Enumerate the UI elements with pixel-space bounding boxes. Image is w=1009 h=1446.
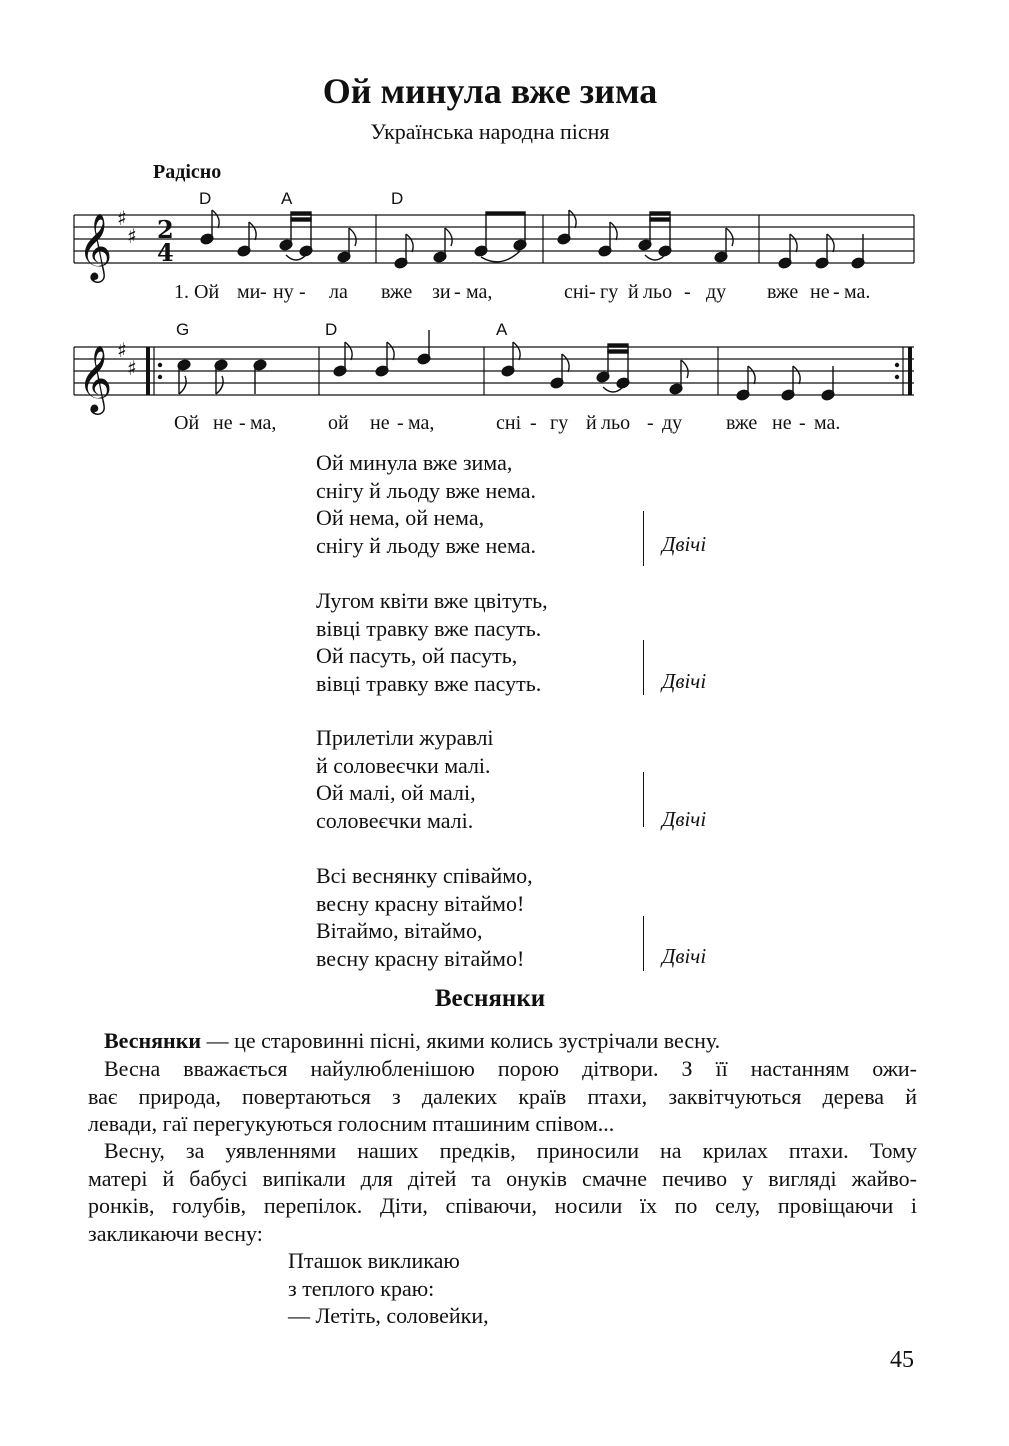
verse-line: Ой пасуть, ой пасуть, bbox=[316, 643, 518, 668]
poem-line: — Летіть, соловейки, bbox=[288, 1303, 489, 1328]
repeat-note: Двічі bbox=[662, 944, 707, 968]
verse-line: й соловеєчки малі. bbox=[316, 752, 491, 778]
repeat-note: Двічі bbox=[662, 807, 707, 831]
music-score bbox=[0, 0, 1009, 440]
lyric-syllable: гу bbox=[550, 412, 569, 434]
poem-excerpt bbox=[288, 1247, 489, 1330]
svg-text:♯: ♯ bbox=[127, 356, 137, 380]
lyric-hyphen: - bbox=[239, 412, 246, 434]
verse-line: Лугом квіти вже цвітуть, bbox=[316, 588, 548, 613]
paragraph-2 bbox=[88, 1055, 917, 1138]
page-number: 45 bbox=[890, 1347, 914, 1373]
lyric-syllable: ой bbox=[328, 412, 349, 434]
time-signature-bottom: 4 bbox=[157, 238, 174, 267]
verse-line: снігу й льоду вже нема. bbox=[316, 532, 537, 558]
lyric-hyphen: - bbox=[530, 412, 537, 434]
bold-term: Веснянки bbox=[104, 1028, 202, 1053]
lyric-syllable: Ой bbox=[174, 412, 200, 434]
verse-line: вівці травку вже пасуть. bbox=[316, 670, 542, 696]
lyric-syllable: ла bbox=[329, 281, 348, 303]
lyric-syllable: ма, bbox=[408, 412, 435, 434]
verse-line: снігу й льоду вже нема. bbox=[316, 477, 537, 503]
paragraph-line: левади, гаї перегукуються голосним пташиним співом... bbox=[88, 1111, 615, 1136]
lyric-hyphen: - bbox=[647, 412, 654, 434]
lyric-syllable: вже bbox=[381, 281, 413, 303]
svg-text:𝄞: 𝄞 bbox=[78, 212, 113, 280]
lyric-syllable: зи bbox=[432, 281, 451, 303]
repeat-bracket bbox=[643, 772, 644, 827]
verse-line: Ой нема, ой нема, bbox=[316, 505, 485, 530]
verse-4 bbox=[316, 862, 533, 972]
chord-symbol: A bbox=[496, 320, 508, 339]
lyric-hyphen: - bbox=[799, 412, 806, 434]
lyric-syllable: ма. bbox=[844, 281, 871, 303]
lyric-hyphen: - bbox=[833, 281, 840, 303]
paragraph-line: закликаючи весну: bbox=[88, 1220, 263, 1246]
paragraph-line: ронків, голубів, перепілок. Діти, співаючи, носили їх по селу, провіщаючи і bbox=[88, 1193, 917, 1218]
repeat-bracket bbox=[643, 916, 644, 971]
paragraph-line: Веснянки — це старовинні пісні, якими колись зустрічали весну. bbox=[104, 1028, 721, 1053]
chord-symbol: G bbox=[176, 320, 190, 339]
lyric-syllable: ма. bbox=[814, 412, 841, 434]
lyric-syllable: ду bbox=[662, 412, 683, 434]
lyric-hyphen: - bbox=[684, 281, 691, 303]
verse-3 bbox=[316, 724, 494, 834]
verse-line: Ой малі, ой малі, bbox=[316, 780, 476, 805]
section-heading: Веснянки bbox=[434, 985, 546, 1012]
lyric-syllable: й bbox=[586, 412, 597, 434]
verse-line: Вітаймо, вітаймо, bbox=[316, 918, 483, 943]
repeat-note: Двічі bbox=[662, 669, 707, 693]
verse-2 bbox=[316, 587, 548, 697]
lyric-hyphen: - bbox=[454, 281, 461, 303]
paragraph-line: Весна вважається найулюбленішою порою дітвори. З її настанням ожи- bbox=[104, 1056, 917, 1081]
paragraph-1 bbox=[88, 1027, 917, 1055]
lyric-syllable: сні bbox=[564, 281, 590, 303]
lyric-syllable: не bbox=[213, 412, 233, 434]
poem-line: з теплого краю: bbox=[288, 1275, 435, 1301]
chord-symbol: D bbox=[199, 189, 212, 208]
lyric-hyphen: - bbox=[299, 281, 306, 303]
lyric-hyphen: - bbox=[260, 281, 267, 303]
verse-line: вівці травку вже пасуть. bbox=[316, 615, 542, 641]
time-signature-top: 2 bbox=[157, 215, 174, 244]
repeat-note: Двічі bbox=[662, 532, 707, 556]
verse-line: весну красну вітаймо! bbox=[316, 945, 525, 971]
verse-1 bbox=[316, 449, 536, 559]
lyric-syllable: ма, bbox=[250, 412, 277, 434]
lyric-syllable: ну bbox=[273, 281, 294, 303]
paragraph-line: матері й бабусі випікали для дітей та онуків смачне печиво у вигляді жайво- bbox=[88, 1165, 917, 1191]
lyric-syllable: вже bbox=[767, 281, 799, 303]
tempo-marking: Радісно bbox=[153, 161, 222, 183]
lyric-syllable: ма, bbox=[466, 281, 493, 303]
verse-line: весну красну вітаймо! bbox=[316, 890, 525, 916]
lyric-syllable: вже bbox=[726, 412, 758, 434]
lyric-syllable: не bbox=[772, 412, 792, 434]
svg-text:♯: ♯ bbox=[127, 224, 137, 248]
lyric-syllable: 1. Ой bbox=[174, 281, 220, 303]
repeat-bracket bbox=[643, 511, 644, 566]
verse-line: Ой минула вже зима, bbox=[316, 450, 513, 475]
chord-symbol: D bbox=[325, 320, 338, 339]
chord-symbol: A bbox=[281, 189, 293, 208]
svg-text:𝄞: 𝄞 bbox=[78, 344, 113, 412]
verse-line: Прилетіли журавлі bbox=[316, 725, 494, 750]
lyric-syllable: льо bbox=[643, 281, 673, 303]
lyric-syllable: ми bbox=[237, 281, 261, 303]
paragraph-line: Весну, за уявленнями наших предків, приносили на крилах птахи. Тому bbox=[104, 1138, 917, 1163]
page-title: Ой минула вже зима bbox=[322, 71, 658, 111]
lyric-syllable: льо bbox=[601, 412, 631, 434]
lyric-syllable: ду bbox=[706, 281, 727, 303]
lyric-syllable: й bbox=[628, 281, 639, 303]
poem-line: Пташок викликаю bbox=[288, 1248, 460, 1273]
verse-line: Всі веснянку співаймо, bbox=[316, 863, 533, 888]
lyric-syllable: не bbox=[370, 412, 390, 434]
paragraph-line: ває природа, повертаються з далеких країв птахи, заквітчуються дерева й bbox=[88, 1083, 917, 1109]
paragraph-3 bbox=[88, 1137, 917, 1247]
repeat-bracket bbox=[643, 640, 644, 695]
lyric-syllable: не bbox=[810, 281, 830, 303]
lyric-syllable: гу bbox=[600, 281, 619, 303]
lyric-syllable: сні bbox=[496, 412, 522, 434]
lyric-hyphen: - bbox=[589, 281, 596, 303]
lyric-hyphen: - bbox=[397, 412, 404, 434]
verse-line: соловеєчки малі. bbox=[316, 807, 474, 833]
svg-text:♯: ♯ bbox=[117, 206, 127, 230]
svg-text:♯: ♯ bbox=[117, 338, 127, 362]
song-subtitle: Українська народна пісня bbox=[370, 119, 610, 144]
chord-symbol: D bbox=[391, 189, 404, 208]
